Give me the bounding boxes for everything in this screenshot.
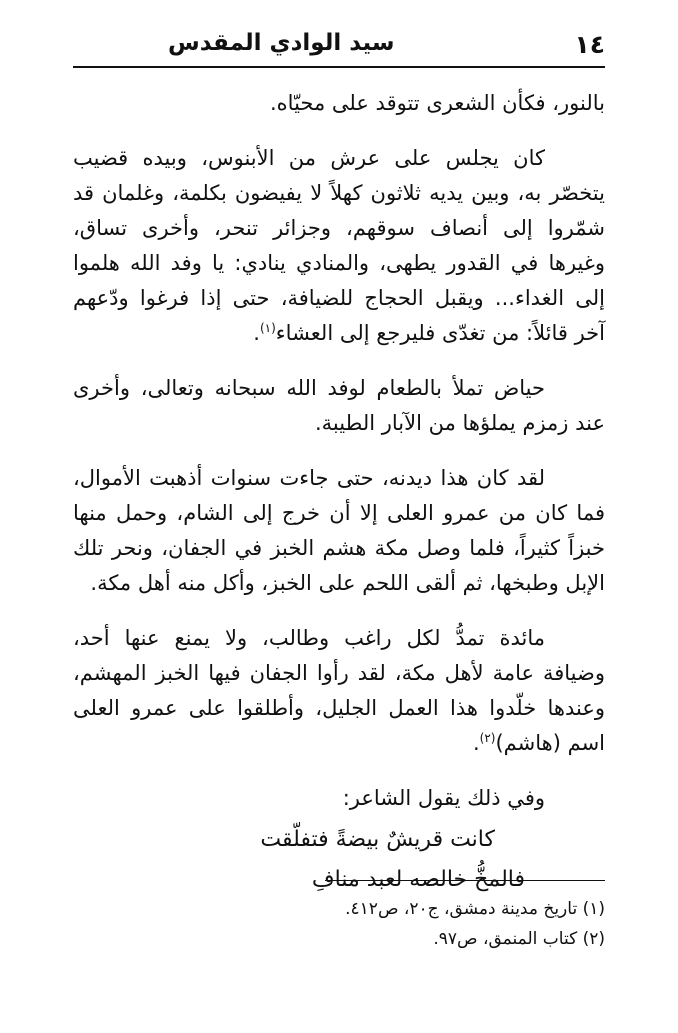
footnote-divider [325, 880, 605, 881]
paragraph-text: كان يجلس على عرش من الأبنوس، وبيده قضيب يتخصّر به، وبين يديه ثلاثون كهلاً لا يفيضون بكلمة، وغلمان قد شمّروا إلى أنصاف سوقهم، وجزائر تنحر، وأخرى تساق، وغيرها في القدور يطهى، والمنادي ينادي: يا وفد الله هلموا إلى الغداء... ويقبل الحجاج للضيافة، حتى إذا فرغوا ودّعهم آخر قائلاً: من تغدّى فليرجع إلى العشاء [73, 146, 605, 345]
footnote-2: (٢) كتاب المنمق، ص٩٧. [433, 929, 605, 949]
paragraph-text: بالنور، فكأن الشعرى تتوقد على محيّاه. [270, 91, 605, 115]
footnote-ref-1[interactable]: (١) [259, 321, 276, 335]
page-header [73, 26, 605, 68]
footnote-ref-2[interactable]: (٢) [479, 731, 496, 745]
paragraph-basins [73, 371, 605, 441]
paragraph-sham [73, 461, 605, 601]
poem-verse [73, 822, 605, 904]
paragraph-hashim [73, 621, 605, 761]
page-number: ١٤ [574, 30, 605, 59]
main-text [73, 86, 605, 904]
verse-line-1: كانت قريشٌ بيضةً فتفلّقت [260, 827, 495, 852]
paragraph-text: مائدة تمدُّ لكل راغب وطالب، ولا يمنع عنها أحد، وضيافة عامة لأهل مكة، لقد رأوا الجفان فيها الخبز المهشم، وعندها خلّدوا هذا العمل الجليل، وأطلقوا على عمرو العلى اسم (هاشم) [73, 626, 605, 755]
verse-intro: وفي ذلك يقول الشاعر: [342, 786, 545, 810]
paragraph-text: لقد كان هذا ديدنه، حتى جاءت سنوات أذهبت الأموال، فما كان من عمرو العلى إلا أن خرج إلى الشام، وحمل منها خبزاً كثيراً، فلما وصل مكة هشم الخبز في الجفان، ونحر تلك الإبل وطبخها، ثم ألقى اللحم على الخبز، وأكل منه أهل مكة. [73, 466, 605, 595]
paragraph-text: حياض تملأ بالطعام لوفد الله سبحانه وتعالى، وأخرى عند زمزم يملؤها من الآبار الطيبة. [73, 376, 605, 435]
paragraph-continuation [73, 86, 605, 121]
verse-line-2: فالمخُّ خالصه لعبد منافِ [311, 867, 525, 892]
running-title: سيد الوادي المقدس [168, 30, 395, 56]
paragraph-throne: كان يجلس على عرش من الأبنوس، وبيده قضيب يتخصّر به، وبين يديه ثلاثون كهلاً لا يفيضون بكلمة، وغلمان قد شمّروا إلى أنصاف سوقهم، وجزائر تنحر، وأخرى تساق، وغيرها في القدور يطهى، والمنادي ينادي: يا وفد الله هلموا إلى الغداء... ويقبل الحجاج للضيافة، حتى إذا فرغوا ودّعهم آخر قائلاً: من تغدّى فليرجع إلى العشاء$^{(١)}$. [73, 146, 605, 345]
footnotes [73, 894, 605, 954]
paragraph-end: . [472, 731, 480, 755]
footnote-1: (١) تاريخ مدينة دمشق، ج٢٠، ص٤١٢. [345, 899, 605, 919]
